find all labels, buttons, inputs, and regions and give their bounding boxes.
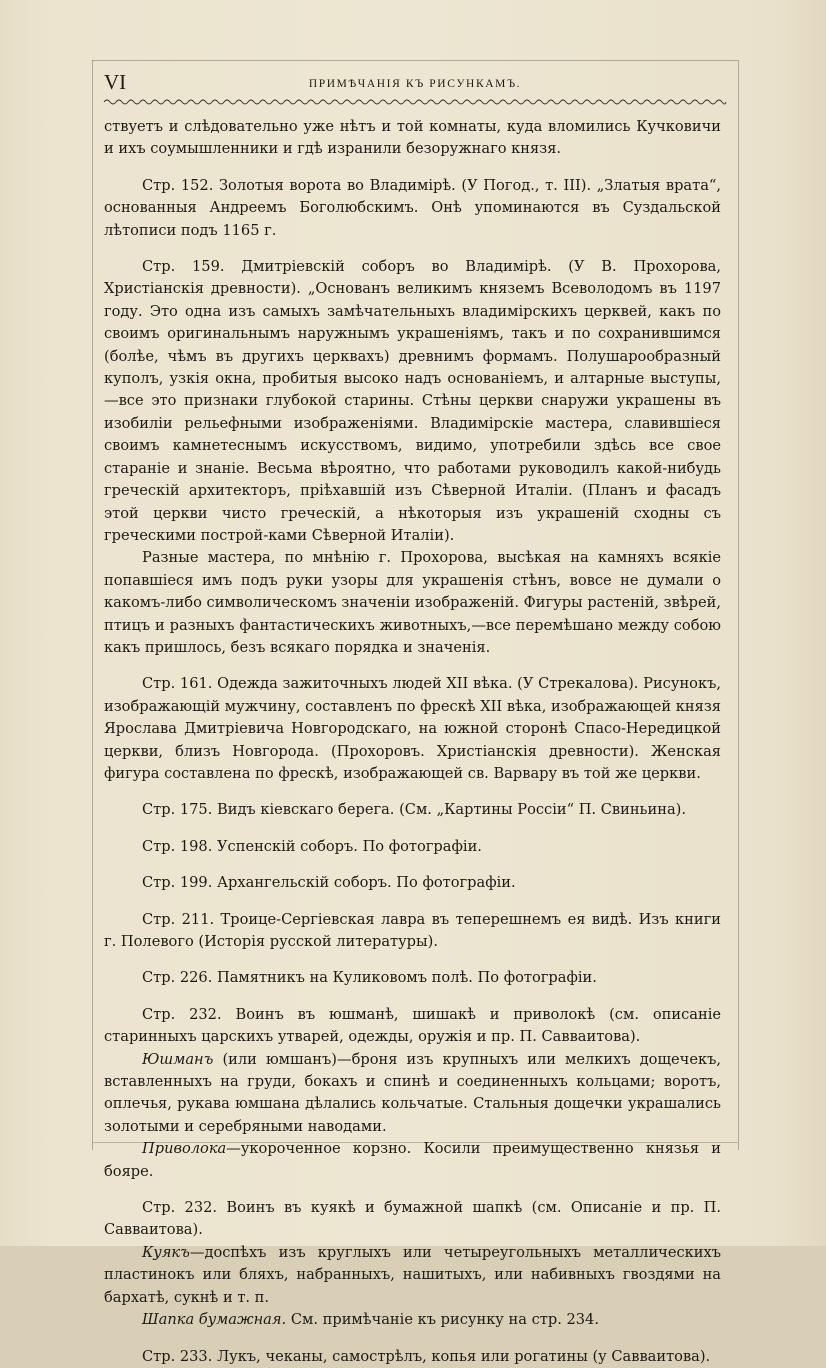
paragraph: Стр. 199. Архангельскій соборъ. По фотографіи.	[142, 874, 516, 892]
page-header	[104, 70, 726, 96]
paragraph: Стр. 232. Воинъ въ юшманѣ, шишакѣ и приволокѣ (см. описаніе старинныхъ царскихъ утварей, одежды, оружія и пр. П. Савваитова).	[104, 1005, 721, 1046]
body-text	[104, 116, 721, 1368]
paragraph: Разные мастера, по мнѣнію г. Прохорова, высѣкая на камняхъ всякіе попавшіеся имъ подъ руки узоры для украшенія стѣнъ, вовсе не думали о какомъ-либо символическомъ значеніи изображеній. Фигуры растеній, звѣрей, птицъ и разныхъ фантастическихъ животныхъ,—все перемѣшано между собою какъ пришлось, безъ всякаго порядка и значенія.	[104, 549, 721, 656]
definition-text: См. примѣчаніе къ рисунку на стр. 234.	[286, 1311, 599, 1329]
definition-paragraph	[104, 1309, 721, 1331]
paragraph: ствуетъ и слѣдовательно уже нѣтъ и той комнаты, куда вломились Кучковичи и ихъ соумышленники и гдѣ изранили безоружнаго князя.	[104, 118, 721, 158]
paragraph: Стр. 198. Успенскій соборъ. По фотографіи.	[142, 837, 482, 855]
definition-text: —доспѣхъ изъ круглыхъ или четыреугольныхъ металлическихъ пластинокъ или бляхъ, набранныхъ, нашитыхъ, или набивныхъ гвоздями на бархатѣ, сукнѣ и т. п.	[104, 1243, 721, 1306]
running-head: ПРИМѢЧАНІЯ КЪ РИСУНКАМЪ.	[308, 78, 522, 90]
paragraph: Стр. 233. Лукъ, чеканы, самострѣлъ, копья или рогатины (у Савваитова).	[142, 1347, 711, 1365]
definition-text: —укороченное корзно. Косили преимущественно князья и бояре.	[104, 1140, 721, 1180]
paragraph: Стр. 152. Золотыя ворота во Владимірѣ. (У Погод., т. III). „Златыя врата“, основанныя Андреемъ Боголюбскимъ. Онѣ упоминаются въ Суздальской лѣтописи подъ 1165 г.	[104, 176, 721, 239]
defined-term: Куякъ	[142, 1243, 190, 1261]
defined-term: Шапка бумажная.	[142, 1311, 287, 1329]
left-frame-rule	[92, 60, 93, 1150]
definition-paragraph	[104, 1138, 721, 1183]
defined-term: Юшманъ	[142, 1050, 214, 1068]
paragraph: Стр. 161. Одежда зажиточныхъ людей XII вѣка. (У Стрекалова). Рисунокъ, изображающій мужчину, составленъ по фрескѣ XII вѣка, изображающей князя Ярослава Дмитріевича Новгородскаго, на южной сторонѣ Спасо-Нередицкой церкви, близъ Новгорода. (Прохоровъ. Христіанскія древности). Женская фигура составлена по фрескѣ, изображающей св. Варвару въ той же церкви.	[104, 675, 721, 782]
paragraph: Стр. 232. Воинъ въ куякѣ и бумажной шапкѣ (см. Описаніе и пр. П. Савваитова).	[104, 1199, 721, 1239]
paragraph: Стр. 226. Памятникъ на Куликовомъ полѣ. По фотографіи.	[142, 969, 597, 987]
right-frame-rule	[738, 60, 739, 1150]
page-number: VI	[104, 70, 127, 94]
paragraph: Стр. 159. Дмитріевскій соборъ во Владимірѣ. (У В. Прохорова, Христіанскія древности). „Основанъ великимъ княземъ Всеволодомъ въ 1197 году. Это одна изъ самыхъ замѣчательныхъ владимірскихъ церквей, какъ по своимъ оригинальнымъ наружнымъ украшеніямъ, такъ и по сохранившимся (болѣе, чѣмъ въ другихъ церквахъ) древнимъ формамъ. Полушарообразный куполъ, узкія окна, пробитыя высоко надъ основаніемъ, и алтарные выступы,—все это признаки глубокой старины. Стѣны церкви снаружи украшены въ изобиліи рельефными изображеніями. Владимірскіе мастера, славившіеся своимъ камнетеснымъ искусствомъ, видимо, употребили здѣсь все свое стараніе и знаніе. Весьма вѣроятно, что работами руководилъ какой-нибудь греческій архитекторъ, пріѣхавшій изъ Сѣверной Италіи. (Планъ и фасадъ этой церкви чисто греческій, а нѣкоторыя изъ украшеній сходны съ греческими построй-ками Сѣверной Италіи).	[104, 258, 721, 544]
top-frame-rule	[92, 60, 738, 61]
paragraph: Стр. 211. Троице-Сергіевская лавра въ теперешнемъ ея видѣ. Изъ книги г. Полевого (Исторія русской литературы).	[104, 910, 721, 950]
paragraph: Стр. 175. Видъ кіевскаго берега. (См. „Картины Россіи“ П. Свиньина).	[142, 801, 686, 819]
definition-paragraph	[104, 1242, 721, 1309]
decorative-wavy-rule	[104, 98, 726, 106]
defined-term: Приволока	[142, 1140, 227, 1158]
definition-paragraph	[104, 1049, 721, 1139]
definition-text: (или юмшанъ)—броня изъ крупныхъ или мелкихъ дощечекъ, вставленныхъ на груди, бокахъ и спинѣ и соединенныхъ кольцами; воротъ, оплечья, рукава юмшана дѣлались кольчатые. Стальныя дощечки украшались золотыми и серебряными наводами.	[104, 1050, 721, 1135]
